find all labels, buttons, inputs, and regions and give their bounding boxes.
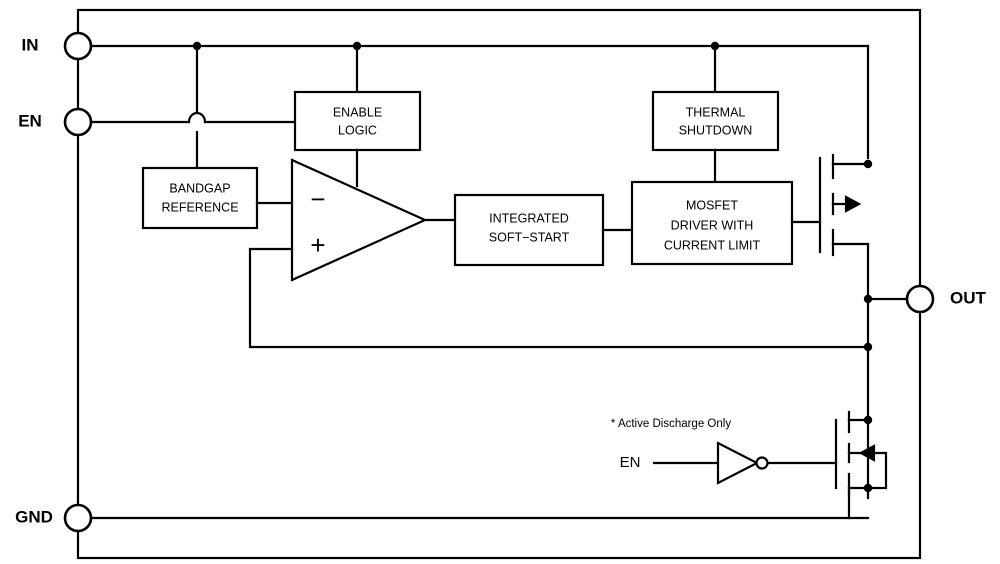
junction-feedback-tap bbox=[864, 343, 872, 351]
amp-minus-symbol: − bbox=[310, 183, 326, 214]
block-thermal-line2: SHUTDOWN bbox=[678, 123, 753, 138]
pin-en-circle bbox=[65, 109, 91, 135]
block-bandgap-line2: REFERENCE bbox=[161, 200, 239, 215]
pass-fet-body-arrow bbox=[846, 197, 859, 211]
pin-in-label: IN bbox=[21, 35, 39, 55]
junction-in-bandgap bbox=[193, 42, 201, 50]
junction-discharge-source bbox=[864, 484, 872, 492]
pin-in-circle bbox=[65, 33, 91, 59]
block-softstart-line1: INTEGRATED bbox=[489, 211, 569, 226]
pin-out-label: OUT bbox=[950, 288, 986, 308]
block-enable-logic-line2: LOGIC bbox=[338, 123, 377, 138]
block-softstart-line2: SOFT−START bbox=[488, 230, 570, 245]
pin-gnd-label: GND bbox=[15, 507, 53, 527]
block-bandgap-line1: BANDGAP bbox=[169, 181, 231, 196]
block-driver-line3: CURRENT LIMIT bbox=[663, 238, 761, 253]
block-driver-line1: MOSFET bbox=[685, 198, 739, 213]
pin-gnd-circle bbox=[65, 505, 91, 531]
junction-in-enable bbox=[353, 42, 361, 50]
discharge-enable-label: EN bbox=[619, 453, 641, 471]
error-amplifier bbox=[292, 160, 425, 280]
block-thermal-shutdown bbox=[653, 92, 778, 150]
wire-hop-over-en bbox=[189, 113, 205, 122]
pin-out-circle bbox=[907, 286, 933, 312]
inverter-bubble-icon bbox=[757, 458, 768, 469]
block-enable-logic bbox=[295, 92, 420, 150]
pin-en-label: EN bbox=[18, 111, 42, 131]
junction-out-pin bbox=[864, 295, 872, 303]
active-discharge-note: * Active Discharge Only bbox=[610, 418, 732, 431]
block-bandgap-reference bbox=[143, 168, 257, 228]
junction-discharge-drain bbox=[864, 416, 872, 424]
block-thermal-line1: THERMAL bbox=[685, 105, 746, 120]
discharge-inverter bbox=[718, 443, 757, 483]
amp-plus-symbol: + bbox=[310, 229, 326, 260]
device-outline bbox=[78, 10, 920, 558]
block-driver-line2: DRIVER WITH bbox=[670, 218, 754, 233]
block-enable-logic-line1: ENABLE bbox=[332, 105, 383, 120]
junction-pass-fet-drain bbox=[864, 160, 872, 168]
junction-in-thermal bbox=[711, 42, 719, 50]
